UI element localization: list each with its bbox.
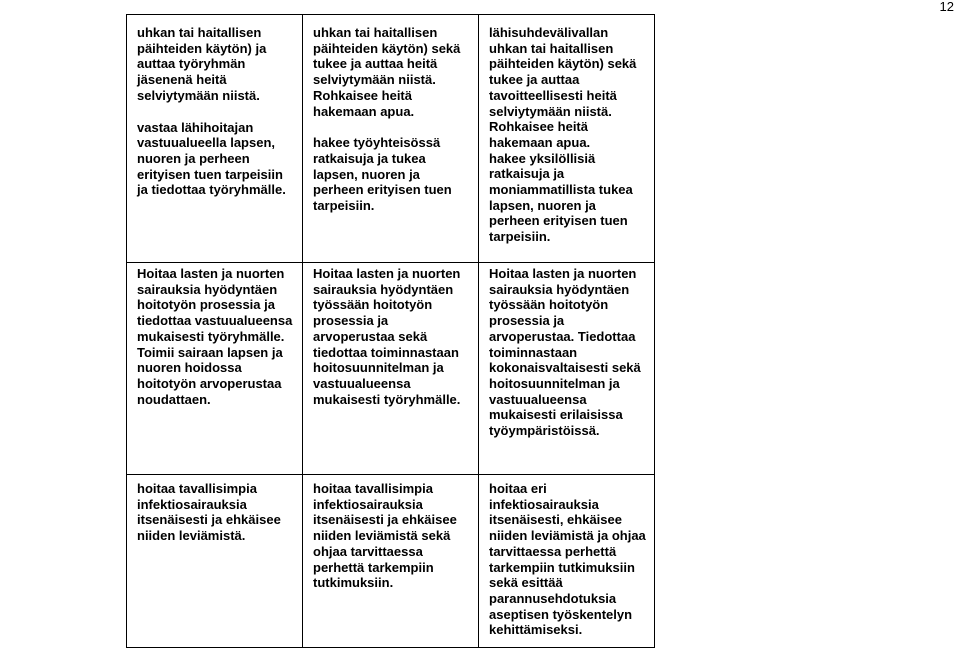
- table-cell: [479, 263, 655, 475]
- cell-paragraph: Hoitaa lasten ja nuorten sairauksia hyödyntäen työssään hoitotyön prosessia ja arvoperustaa sekä tiedottaa toiminnastaan hoitosuunnitelman ja vastuualueensa mukaisesti työryhmälle.: [313, 266, 461, 407]
- cell-paragraph: uhkan tai haitallisen päihteiden käytön) ja auttaa työryhmän jäsenenä heitä selviytymään niistä.: [137, 25, 267, 103]
- cell-paragraph: vastaa lähihoitajan vastuualueella lapsen, nuoren ja perheen erityisen tuen tarpeisiin ja tiedottaa työryhmälle.: [137, 119, 286, 198]
- table-cell: [127, 475, 303, 648]
- cell-paragraph: hakee yksilöllisiä ratkaisuja ja moniammatillista tukea lapsen, nuoren ja perheen erityisen tuen tarpeisiin.: [489, 150, 633, 245]
- table-cell: [479, 15, 655, 263]
- table-cell: [479, 475, 655, 648]
- cell-paragraph: hoitaa eri infektiosairauksia itsenäisesti, ehkäisee niiden leviämistä ja ohjaa tarvittaessa perhettä tarkempiin tutkimuksiin sekä esittää parannusehdotuksia aseptisen työskentelyn kehittämiseksi.: [489, 481, 646, 638]
- cell-paragraph: hoitaa tavallisimpia infektiosairauksia itsenäisesti ja ehkäisee niiden leviämistä sekä ohjaa tarvittaessa perhettä tarkempiin tutkimuksiin.: [313, 481, 457, 591]
- table-cell: [303, 15, 479, 263]
- table-cell: [127, 263, 303, 475]
- cell-paragraph: lähisuhdevälivallan uhkan tai haitallisen päihteiden käytön) sekä tukee ja auttaa tavoitteellisesti heitä selviytymään niistä. Rohkaisee heitä hakemaan apua.: [489, 25, 637, 150]
- cell-paragraph: Hoitaa lasten ja nuorten sairauksia hyödyntäen työssään hoitotyön prosessia ja arvoperustaa. Tiedottaa toiminnastaan kokonaisvaltaisesti sekä hoitosuunnitelman ja vastuualueensa mukaisesti erilaisissa työympäristöissä.: [489, 266, 641, 439]
- page-number: 12: [939, 0, 954, 14]
- table-cell: [127, 15, 303, 263]
- criteria-table: [126, 14, 655, 648]
- table-row: [127, 475, 655, 648]
- cell-paragraph: uhkan tai haitallisen päihteiden käytön) sekä tukee ja auttaa heitä selviytymään niistä. Rohkaisee heitä hakemaan apua.: [313, 25, 461, 119]
- table-cell: [303, 263, 479, 475]
- cell-paragraph: hakee työyhteisössä ratkaisuja ja tukea lapsen, nuoren ja perheen erityisen tuen tarpeisiin.: [313, 135, 452, 214]
- cell-paragraph: Hoitaa lasten ja nuorten sairauksia hyödyntäen hoitotyön prosessia ja tiedottaa vastuualueensa mukaisesti työryhmälle. Toimii sairaan lapsen ja nuoren hoidossa hoitotyön arvoperustaa noudattaen.: [137, 266, 293, 407]
- table-cell: [303, 475, 479, 648]
- cell-paragraph: hoitaa tavallisimpia infektiosairauksia itsenäisesti ja ehkäisee niiden leviämistä.: [137, 481, 281, 544]
- table-row: [127, 15, 655, 263]
- table-row: [127, 263, 655, 475]
